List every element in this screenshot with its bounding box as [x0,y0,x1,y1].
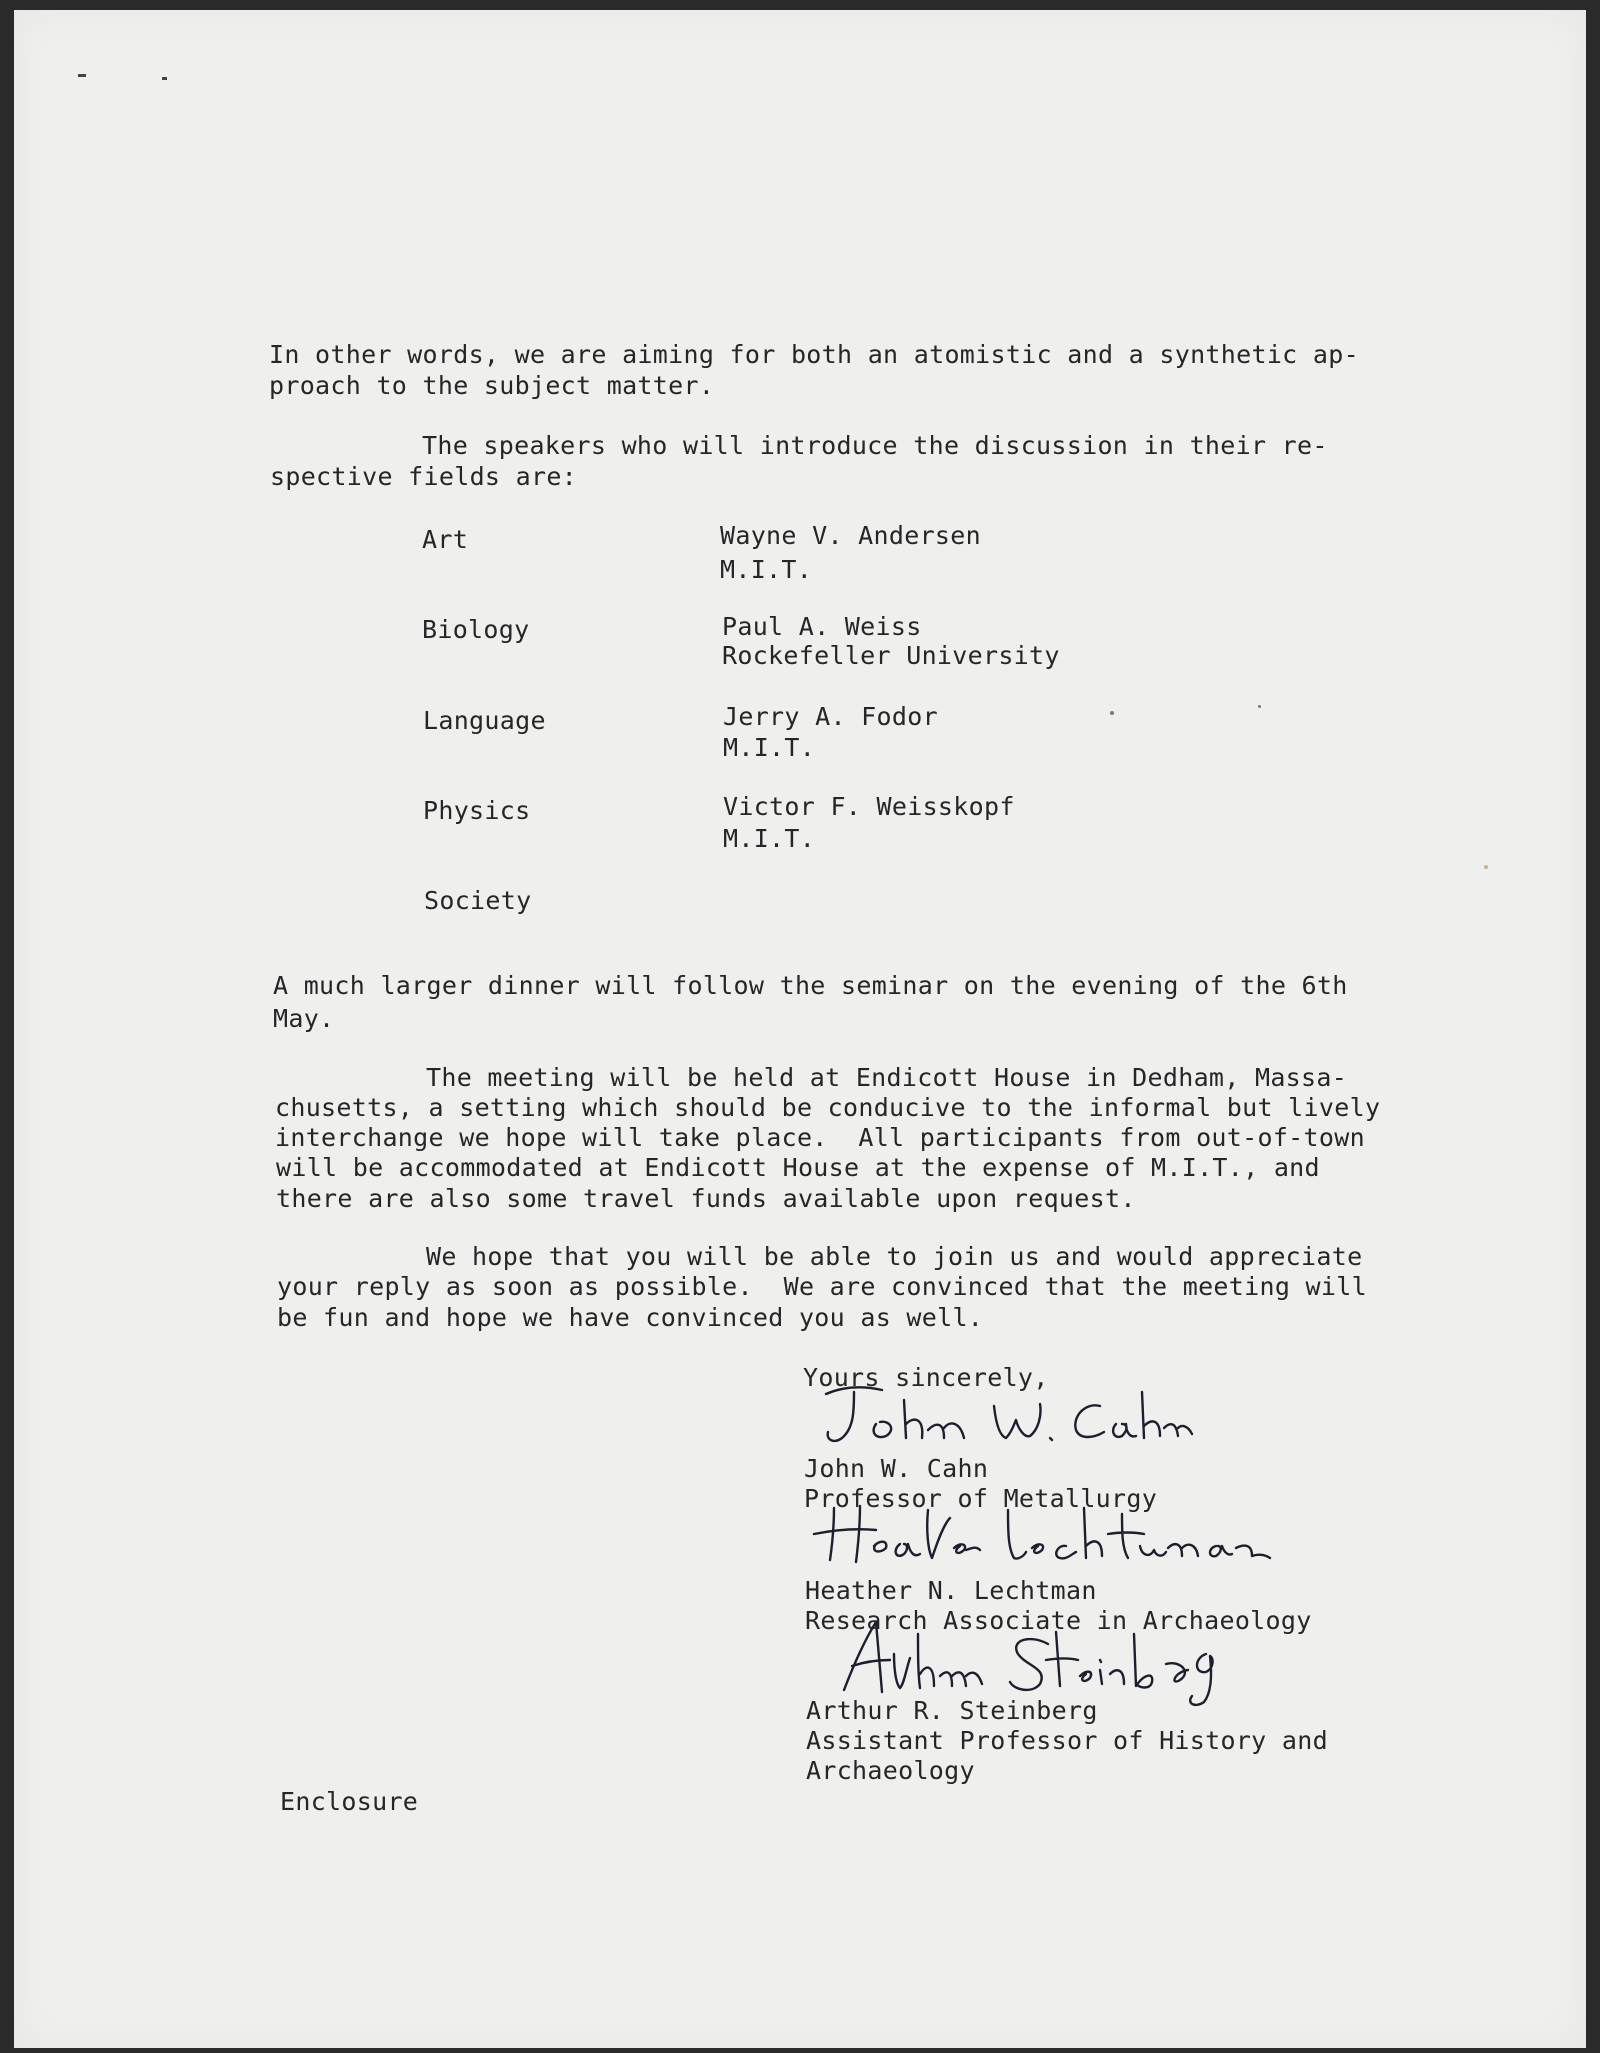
speaker-field-physics: Physics [423,796,531,825]
signature-arthur-steinberg [834,1614,1254,1704]
speaker-affiliation-language: M.I.T. [723,733,816,762]
paragraph-line: there are also some travel funds available upon request. [276,1184,1136,1213]
speaker-name-language: Jerry A. Fodor [723,702,938,731]
signatory-name: Arthur R. Steinberg [806,1696,1098,1725]
paper-speck [1258,705,1261,708]
paragraph-line: The meeting will be held at Endicott House in Dedham, Massa- [426,1063,1348,1092]
paper-speck [1484,865,1488,869]
paragraph-line: proach to the subject matter. [269,371,715,400]
speaker-affiliation-biology: Rockefeller University [722,641,1060,670]
signatory-title: Research Associate in Archaeology [805,1606,1312,1635]
paragraph-line: In other words, we are aiming for both an atomistic and a synthetic ap- [269,340,1359,369]
closing: Yours sincerely, [803,1363,1049,1392]
paragraph-line: interchange we hope will take place. All participants from out-of-town [275,1123,1365,1152]
speaker-name-physics: Victor F. Weisskopf [723,792,1015,821]
letter-page [14,10,1586,2048]
speaker-field-biology: Biology [422,615,530,644]
paragraph-line: spective fields are: [270,462,578,491]
paragraph-line: The speakers who will introduce the discussion in their re- [422,431,1328,460]
speaker-affiliation-art: M.I.T. [720,555,813,584]
speaker-name-biology: Paul A. Weiss [722,612,922,641]
corner-mark [162,77,167,80]
speaker-field-art: Art [422,525,469,554]
signatory-title: Professor of Metallurgy [804,1484,1158,1513]
signatory-title: Assistant Professor of History and [806,1726,1328,1755]
signature-heather-lechtman [804,1500,1324,1570]
signatory-name: Heather N. Lechtman [805,1576,1097,1605]
paragraph-line: We hope that you will be able to join us and would appreciate [426,1242,1363,1271]
paragraph-line: will be accommodated at Endicott House at the expense of M.I.T., and [276,1153,1320,1182]
signatory-title: Archaeology [806,1756,975,1785]
speaker-name-art: Wayne V. Andersen [720,521,981,550]
signatory-name: John W. Cahn [804,1454,989,1483]
paragraph-line: May. [273,1004,335,1033]
signature-john-cahn [804,1380,1204,1450]
paragraph-line: your reply as soon as possible. We are convinced that the meeting will [277,1272,1367,1301]
enclosure-note: Enclosure [280,1787,419,1816]
corner-mark [78,74,86,77]
speaker-field-language: Language [423,706,546,735]
speaker-affiliation-physics: M.I.T. [723,824,816,853]
paragraph-line: A much larger dinner will follow the seminar on the evening of the 6th [273,971,1348,1000]
paper-speck [1110,711,1114,715]
paragraph-line: chusetts, a setting which should be conducive to the informal but lively [275,1093,1381,1122]
paragraph-line: be fun and hope we have convinced you as well. [277,1303,984,1332]
speaker-field-society: Society [424,886,532,915]
